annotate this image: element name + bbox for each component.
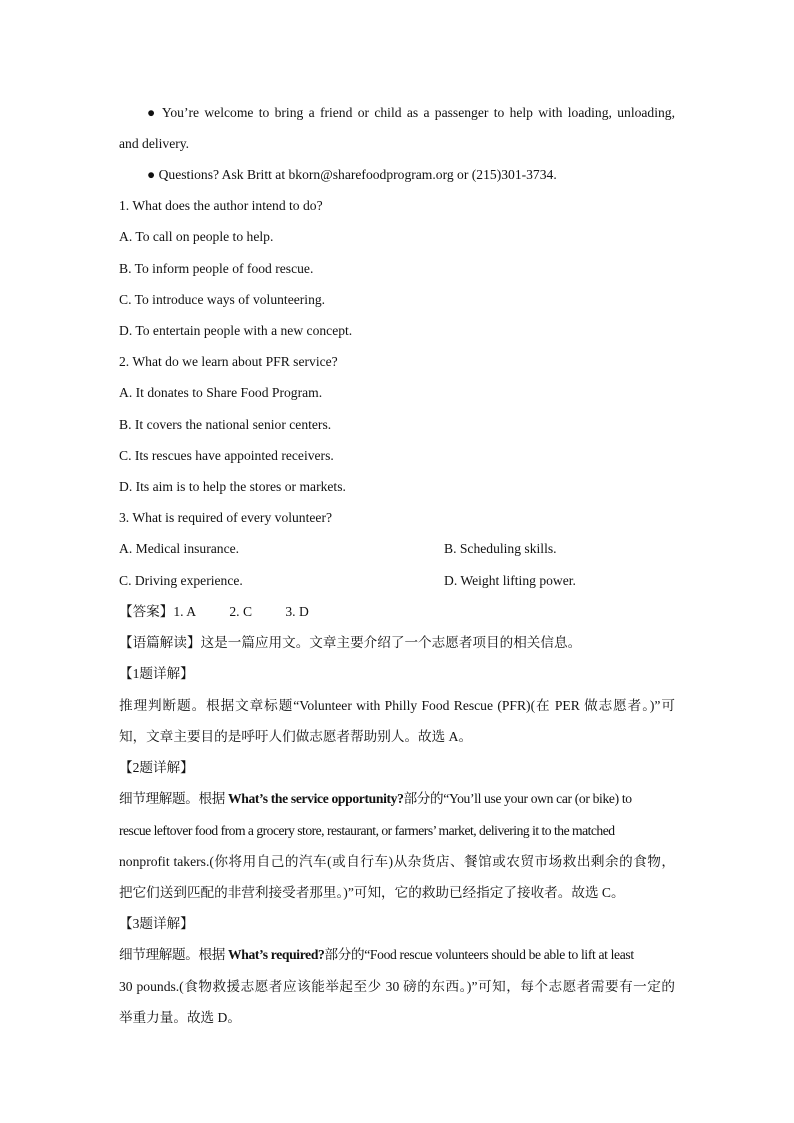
detail-2-line4: 把它们送到匹配的非营利接受者那里。)”可知，它的救助已经指定了接收者。故选 C。	[119, 885, 625, 900]
question-2-option-d: D. Its aim is to help the stores or markets.	[119, 479, 346, 494]
detail-3-heading: 【3题详解】	[119, 916, 194, 931]
question-2-stem: 2. What do we learn about PFR service?	[119, 354, 338, 369]
detail-3-line1	[119, 945, 675, 965]
question-3-option-d: D. Weight lifting power.	[444, 573, 576, 588]
question-1-option-d: D. To entertain people with a new concept.	[119, 323, 353, 338]
answer-3: 3. D	[285, 604, 309, 619]
question-3-stem: 3. What is required of every volunteer?	[119, 510, 333, 525]
detail-2-line1-pre: 细节理解题。根据	[119, 791, 225, 806]
detail-3-section-ref: What’s required?	[228, 947, 325, 962]
question-1-option-c: C. To introduce ways of volunteering.	[119, 292, 326, 307]
bullet-passenger-line2: and delivery.	[119, 136, 190, 151]
bullet-questions-contact: ● Questions? Ask Britt at bkorn@sharefoodprogram.org or (215)301-3734.	[147, 167, 557, 182]
detail-2-line1	[119, 789, 675, 809]
answer-2: 2. C	[229, 604, 253, 619]
question-3-option-c: C. Driving experience.	[119, 573, 243, 588]
overview-text: 这是一篇应用文。文章主要介绍了一个志愿者项目的相关信息。	[200, 635, 582, 650]
bullet-passenger-line1: ● You’re welcome to bring a friend or child as a passenger to help with loading, unloading,	[147, 105, 675, 120]
detail-2-line2: rescue leftover food from a grocery store, restaurant, or farmers’ market, delivering it to the matched	[119, 823, 615, 838]
question-1-option-a: A. To call on people to help.	[119, 229, 274, 244]
answer-1: 1. A	[173, 604, 197, 619]
detail-1-line1: 推理判断题。根据文章标题“Volunteer with Philly Food Rescue (PFR)(在 PER 做志愿者。)”可	[119, 698, 675, 713]
detail-2-section-ref: What’s the service opportunity?	[228, 791, 404, 806]
detail-3-line2: 30 pounds.(食物救援志愿者应该能举起至少 30 磅的东西。)”可知，每个志愿者需要有一定的	[119, 979, 675, 994]
question-1-option-b: B. To inform people of food rescue.	[119, 261, 314, 276]
detail-2-line3: nonprofit takers.(你将用自己的汽车(或自行车)从杂货店、餐馆或农贸市场救出剩余的食物，	[119, 854, 675, 869]
detail-1-line2: 知，文章主要目的是呼吁人们做志愿者帮助别人。故选 A。	[119, 729, 473, 744]
detail-2-line1-post: 部分的“You’ll use your own car (or bike) to	[403, 791, 632, 806]
question-3-option-a: A. Medical insurance.	[119, 541, 240, 556]
overview-label: 【语篇解读】	[119, 635, 201, 650]
answer-line	[119, 602, 675, 622]
answer-label: 【答案】	[119, 604, 174, 619]
detail-3-line3: 举重力量。故选 D。	[119, 1010, 241, 1025]
detail-2-heading: 【2题详解】	[119, 760, 194, 775]
detail-3-line1-post: 部分的“Food rescue volunteers should be able to lift at least	[324, 947, 634, 962]
question-2-option-c: C. Its rescues have appointed receivers.	[119, 448, 334, 463]
question-3-option-b: B. Scheduling skills.	[444, 541, 557, 556]
question-2-option-b: B. It covers the national senior centers.	[119, 417, 332, 432]
question-1-stem: 1. What does the author intend to do?	[119, 198, 323, 213]
detail-3-line1-pre: 细节理解题。根据	[119, 947, 225, 962]
question-2-option-a: A. It donates to Share Food Program.	[119, 385, 323, 400]
overview-line	[119, 633, 675, 653]
detail-1-heading: 【1题详解】	[119, 666, 194, 681]
